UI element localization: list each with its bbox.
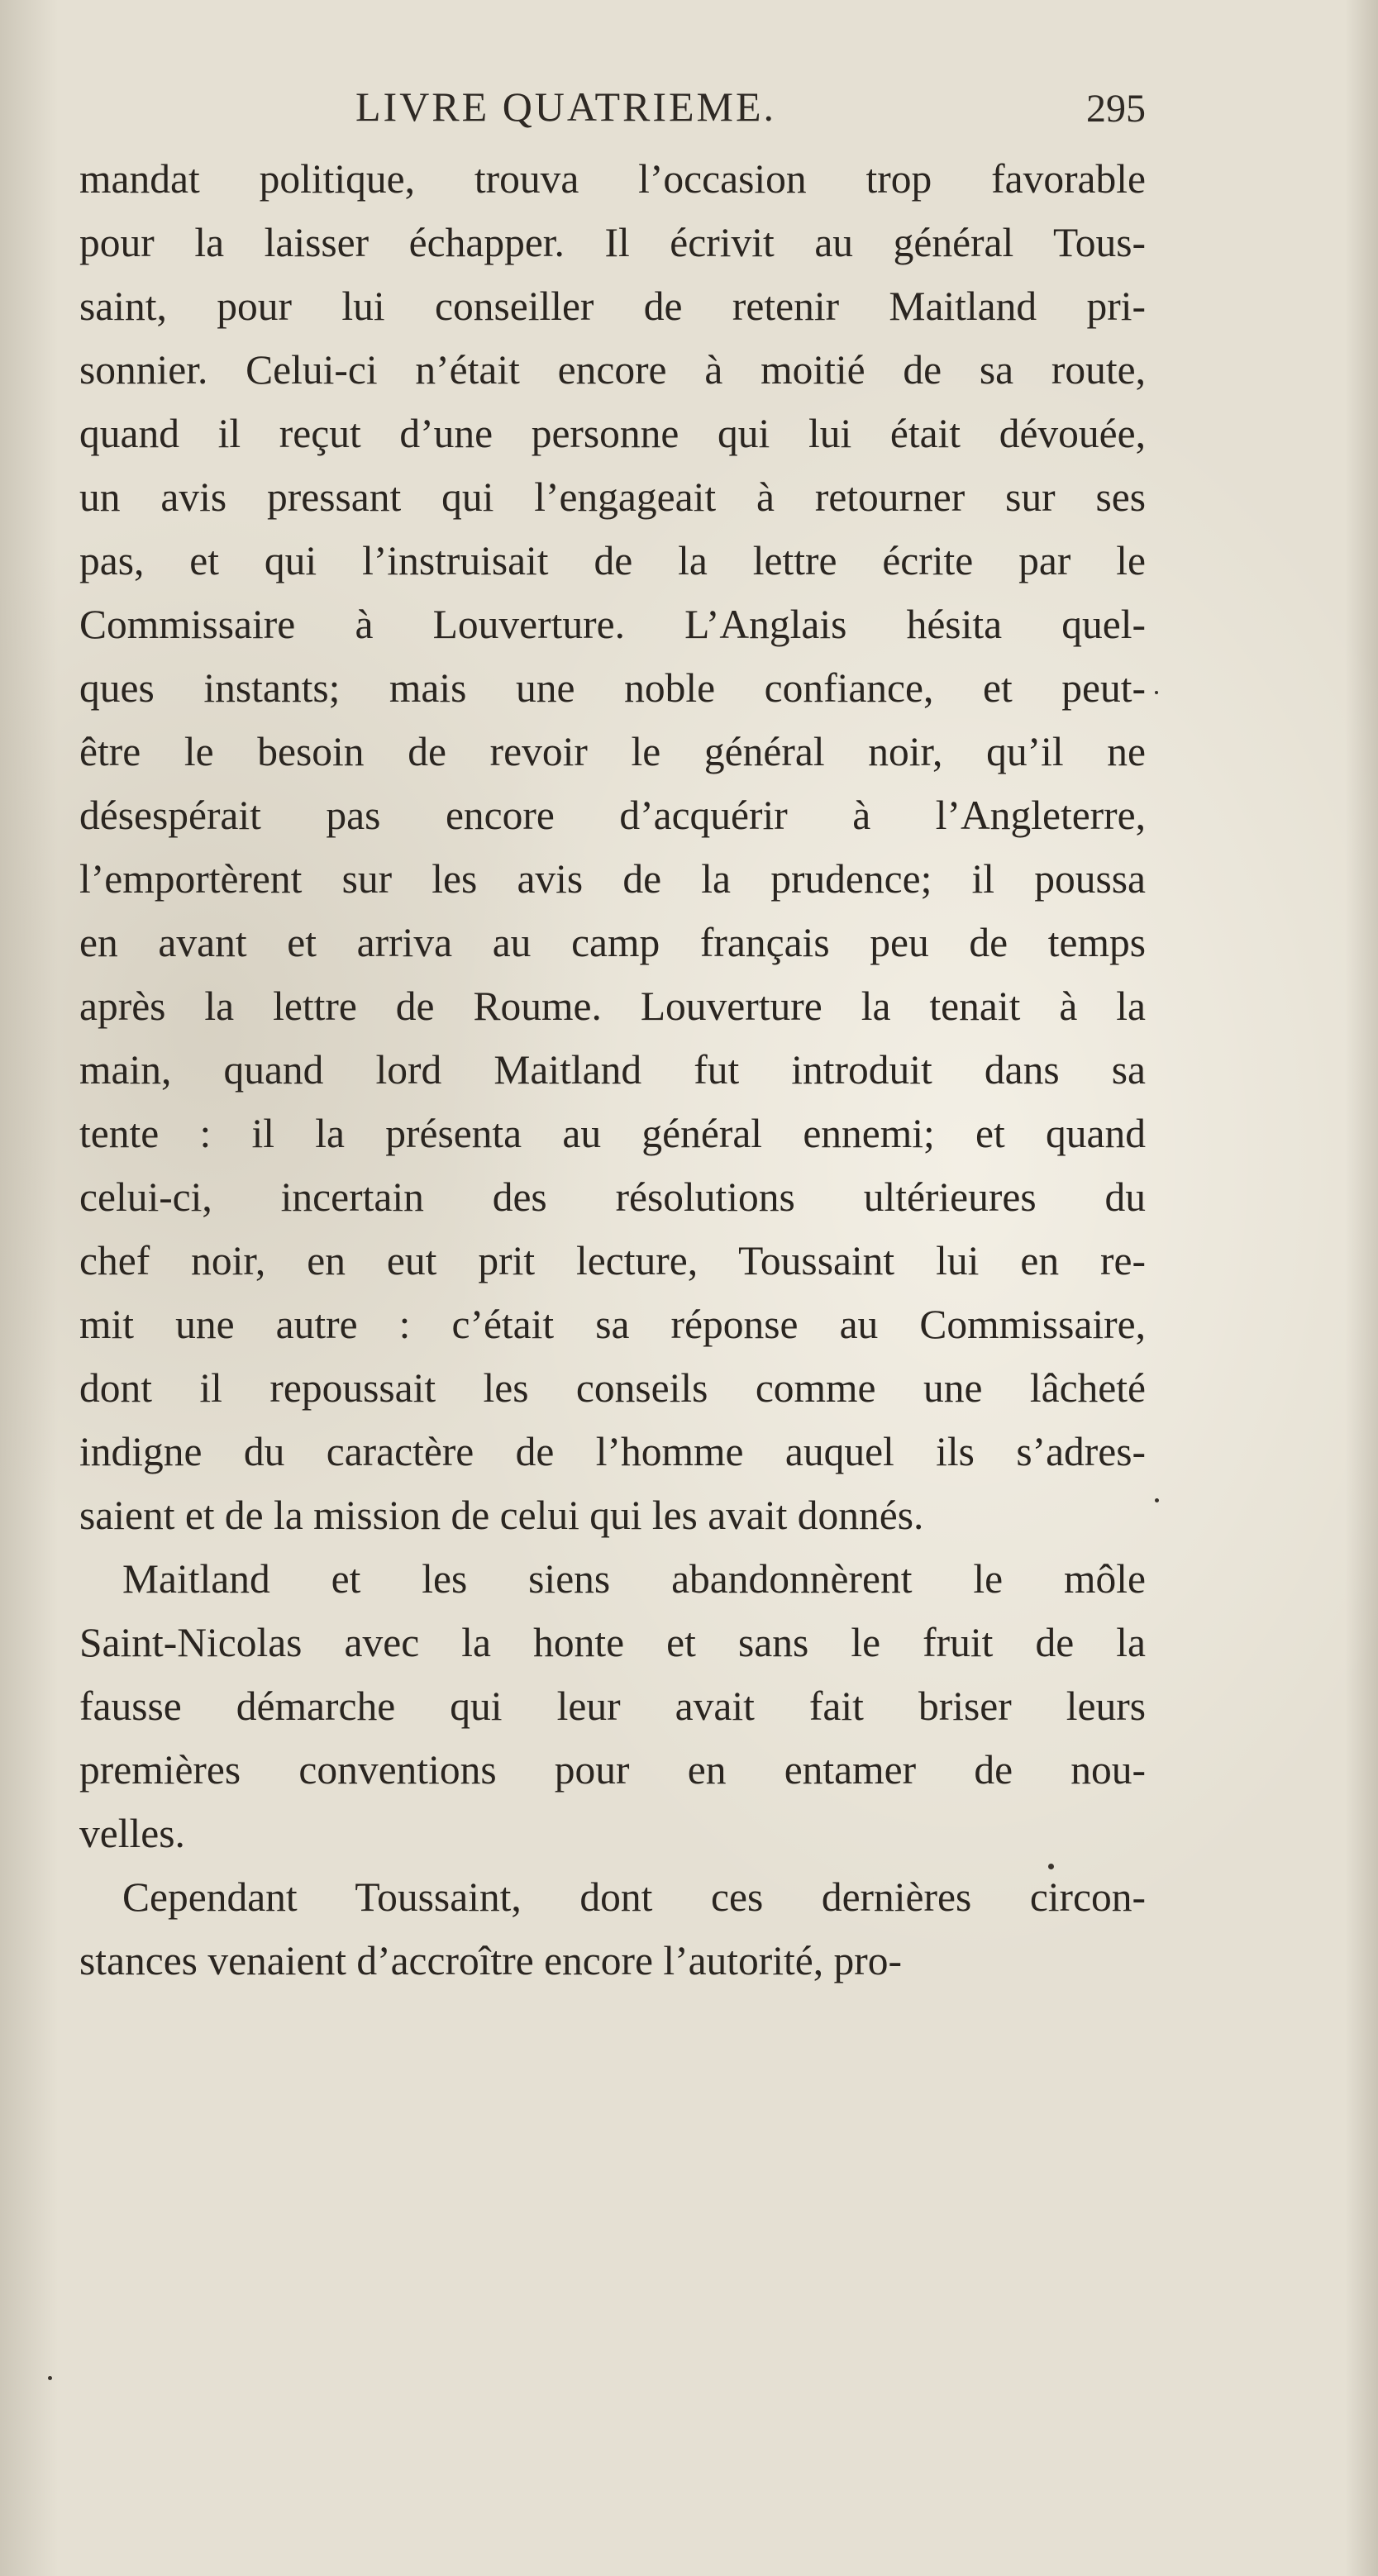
text-line: fausse démarche qui leur avait fait briser leurs	[79, 1683, 1146, 1729]
text-line: un avis pressant qui l’engageait à retourner sur ses	[79, 474, 1146, 520]
text-line: main, quand lord Maitland fut introduit dans sa	[79, 1047, 1146, 1093]
text-line: celui-ci, incertain des résolutions ultérieures du	[79, 1174, 1146, 1220]
text-line: mandat politique, trouva l’occasion trop favorable	[79, 156, 1146, 202]
running-title: LIVRE QUATRIEME.	[355, 83, 777, 130]
text-line: Saint-Nicolas avec la honte et sans le fruit de la	[79, 1620, 1146, 1665]
text-line: saient et de la mission de celui qui les avait donnés.	[79, 1493, 924, 1538]
text-line: stances venaient d’accroître encore l’autorité, pro-	[79, 1938, 902, 1983]
text-line: dont il repoussait les conseils comme une lâcheté	[79, 1365, 1146, 1411]
text-line: chef noir, en eut prit lecture, Toussaint lui en re-	[79, 1238, 1146, 1283]
text-line: velles.	[79, 1811, 185, 1856]
text-line: après la lettre de Roume. Louverture la tenait à la	[79, 983, 1146, 1029]
body-text	[79, 147, 1146, 1993]
text-line: ques instants; mais une noble confiance, et peut-	[79, 665, 1146, 711]
paragraph-1	[79, 147, 1146, 1547]
text-line: quand il reçut d’une personne qui lui était dévouée,	[79, 411, 1146, 456]
text-line: premières conventions pour en entamer de nou-	[79, 1747, 1146, 1793]
paragraph-2	[79, 1547, 1146, 1865]
ink-speck	[48, 2376, 52, 2380]
ink-speck	[1155, 1498, 1159, 1502]
page-header	[79, 83, 1146, 140]
text-line: indigne du caractère de l’homme auquel ils s’adres-	[79, 1429, 1146, 1474]
text-line: pour la laisser échapper. Il écrivit au général Tous-	[79, 220, 1146, 265]
text-line: l’emportèrent sur les avis de la prudence; il poussa	[79, 856, 1146, 902]
text-line: tente : il la présenta au général ennemi; et quand	[79, 1111, 1146, 1156]
text-line: Maitland et les siens abandonnèrent le môle	[122, 1556, 1146, 1602]
text-line: sonnier. Celui-ci n’était encore à moitié de sa route,	[79, 347, 1146, 393]
text-line: Cependant Toussaint, dont ces dernières circon-	[122, 1874, 1146, 1920]
text-line: désespérait pas encore d’acquérir à l’Angleterre,	[79, 793, 1146, 838]
page-number: 295	[1086, 87, 1146, 131]
text-line: mit une autre : c’était sa réponse au Commissaire,	[79, 1302, 1146, 1347]
paragraph-3	[79, 1865, 1146, 1993]
text-line: Commissaire à Louverture. L’Anglais hésita quel-	[79, 602, 1146, 647]
text-line: saint, pour lui conseiller de retenir Maitland pri-	[79, 283, 1146, 329]
ink-speck	[1155, 691, 1158, 694]
text-line: pas, et qui l’instruisait de la lettre écrite par le	[79, 538, 1146, 583]
ink-speck	[1048, 1864, 1054, 1869]
text-line: être le besoin de revoir le général noir, qu’il ne	[79, 729, 1146, 774]
text-line: en avant et arriva au camp français peu de temps	[79, 920, 1146, 965]
